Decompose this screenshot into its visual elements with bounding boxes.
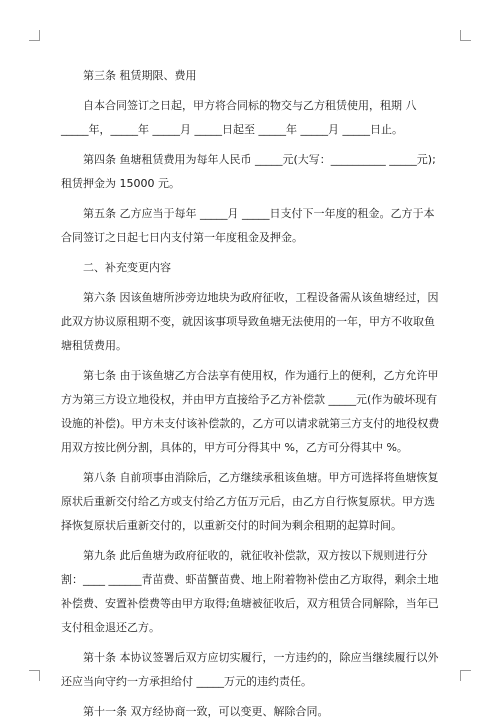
section-2-heading: 二、补充变更内容 xyxy=(83,261,171,274)
article-4: 第四条 鱼塘租赁费用为每年人民币 _____元(大写：__________ _____元);租赁押金为 15000 元。 xyxy=(61,153,436,190)
article-10: 第十条 本协议签署后双方应切实履行，一方违约的，除应当继续履行以外还应当向守约一方承担给付 _____万元的违约责任。 xyxy=(61,651,439,688)
article-9: 第九条 此后鱼塘为政府征收的，就征收补偿款，双方按以下规则进行分割：____ ______青苗费、虾苗蟹苗费、地上附着物补偿由乙方取得，剩余土地补偿费、安置补偿费等由甲方取得;鱼塘被征收后，双方租赁合同解除，当年已支付租金退还乙方。 xyxy=(61,549,439,634)
article-6: 第六条 因该鱼塘所涉旁边地块为政府征收，工程设备需从该鱼塘经过，因此双方协议原租期不变，就因该事项导致鱼塘无法使用的一年，甲方不收取鱼塘租赁费用。 xyxy=(61,291,439,352)
article-3-body: 自本合同签订之日起，甲方将合同标的物交与乙方租赁使用，租期 八_____年，_____年 _____月 _____日起至 _____年 _____月 _____日止。 xyxy=(61,99,417,136)
article-7: 第七条 由于该鱼塘乙方合法享有使用权，作为通行上的便利，乙方允许甲方为第三方设立地役权，并由甲方直接给予乙方补偿款 _____元(作为破坏现有设施的补偿)。甲方未支付该补偿款的，乙方可以请求就第三方支付的地役权费用双方按比例分割，具体的，甲方可分得其中 %，乙方可分得其中 %。 xyxy=(61,369,440,454)
article-8: 第八条 自前项事由消除后，乙方继续承租该鱼塘。甲方可选择将鱼塘恢复原状后重新交付给乙方或支付给乙方伍万元后，由乙方自行恢复原状。甲方选择恢复原状后重新交付的，以重新交付的时间为剩余租期的起算时间。 xyxy=(61,471,439,532)
crop-mark-bottom-left xyxy=(29,670,40,681)
crop-mark-top-right xyxy=(460,30,471,41)
article-3-heading: 第三条 租赁期限、费用 xyxy=(83,69,197,82)
document-page xyxy=(61,64,441,724)
article-5: 第五条 乙方应当于每年 _____月 _____日支付下一年度的租金。乙方于本合同签订之日起七日内支付第一年度租金及押金。 xyxy=(61,207,435,244)
article-11: 第十一条 双方经协商一致，可以变更、解除合同。 xyxy=(83,705,329,718)
crop-mark-top-left xyxy=(29,30,40,41)
crop-mark-bottom-right xyxy=(460,670,471,681)
